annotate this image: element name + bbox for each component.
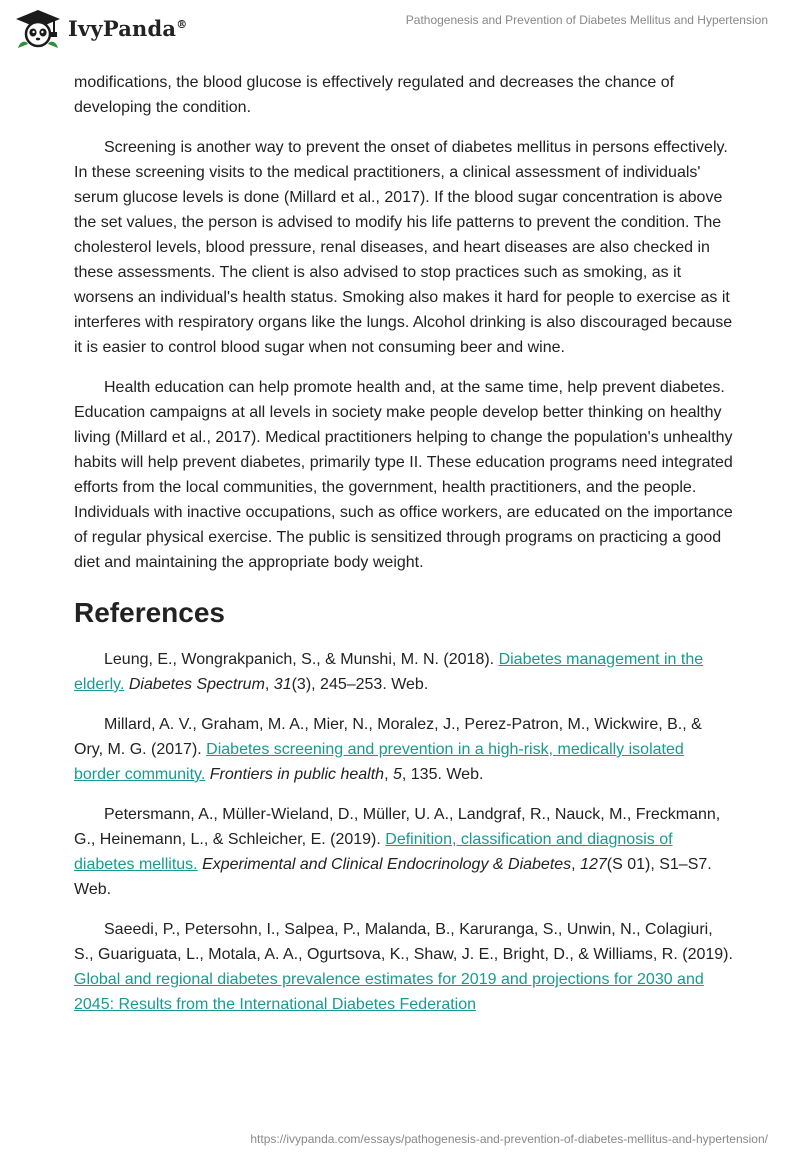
paragraph-3: Health education can help promote health and, at the same time, help prevent diabetes. Education campaigns at all levels in society make people develop better thinking on healthy living (Millard et al., 2017). Medical practitioners helping to change the population's unhealthy habits will help prevent diabetes, primarily type II. These education programs need integrated efforts from the local communities, the government, health practitioners, and the people. Individuals with inactive occupations, such as office workers, are educated on the importance of regular physical exercise. The public is sensitized through programs on practicing a good diet and maintaining the appropriate body weight. [74,379,733,571]
reference-authors: Petersmann, A., Müller-Wieland, D., Müller, U. A., Landgraf, R., Nauck, M., Freckmann, G., Heinemann, L., & Schleicher, E. (2019). [74,806,721,848]
ivypanda-logo[interactable] [14,8,187,48]
page-header [0,0,800,60]
reference-tail: , 135. Web. [401,766,484,783]
reference-journal: Experimental and Clinical Endocrinology & Diabetes [202,856,572,873]
reference-authors: Saeedi, P., Petersohn, I., Salpea, P., Malanda, B., Karuranga, S., Unwin, N., Colagiuri, S., Guariguata, L., Motala, A. A., Ogurtsova, K., Shaw, J. E., Bright, D., & Williams, R. (2019). [74,921,733,963]
reference-tail: (3), 245–253. Web. [291,676,429,693]
paragraph-2: Screening is another way to prevent the onset of diabetes mellitus in persons effectively. In these screening visits to the medical practitioners, a clinical assessment of individuals' serum glucose levels is done (Millard et al., 2017). If the blood sugar concentration is above the set values, the person is advised to modify his life patterns to prevent the condition. The cholesterol levels, blood pressure, renal diseases, and heart diseases are also checked in these assessments. The client is also advised to stop practices such as smoking, as it worsens an individual's health status. Smoking also makes it hard for people to exercise as it interferes with respiratory organs like the lungs. Alcohol drinking is also discouraged because it is easier to control blood sugar when not consuming beer and wine. [74,139,733,356]
reference-volume: 31 [273,676,292,693]
reference-link[interactable]: Definition, classification and diagnosis of diabetes mellitus. [74,831,673,873]
logo-wordmark: IvyPanda® [68,15,188,41]
reference-link[interactable]: Diabetes screening and prevention in a high-risk, medically isolated border community. [74,741,684,783]
reference-item: Leung, E., Wongrakpanich, S., & Munshi, M. N. (2018). Diabetes management in the elderly. Diabetes Spectrum, 31(3), 245–253. Web. [74,651,704,693]
running-title: Pathogenesis and Prevention of Diabetes Mellitus and Hypertension [405,13,768,27]
reference-item: Millard, A. V., Graham, M. A., Mier, N., Moralez, J., Perez-Patron, M., Wickwire, B., & Ory, M. G. (2017). Diabetes screening and prevention in a high-risk, medically isolated border community. Frontiers in public health, 5, 135. Web. [74,716,702,783]
reference-item: Petersmann, A., Müller-Wieland, D., Müller, U. A., Landgraf, R., Nauck, M., Freckmann, G., Heinemann, L., & Schleicher, E. (2019). Definition, classification and diagnosis of diabetes mellitus. Experimental and Clinical Endocrinology & Diabetes, 127(S 01), S1–S7. Web. [74,806,721,898]
reference-authors: Millard, A. V., Graham, M. A., Mier, N., Moralez, J., Perez-Patron, M., Wickwire, B., & Ory, M. G. (2017). [74,716,702,758]
panda-grad-cap-icon [14,8,62,48]
reference-item [74,917,734,1017]
reference-volume: 5 [392,766,402,783]
reference-tail: (S 01), S1–S7. Web. [74,856,712,898]
reference-volume: 127 [580,856,607,873]
reference-authors: Leung, E., Wongrakpanich, S., & Munshi, M. N. (2018). [104,651,499,668]
reference-link[interactable]: Diabetes management in the elderly. [74,651,704,693]
paragraph-1: modifications, the blood glucose is effectively regulated and decreases the chance of developing the condition. [74,74,675,116]
reference-journal: Diabetes Spectrum [128,676,265,693]
references-heading: References [74,597,225,628]
reference-link[interactable]: Global and regional diabetes prevalence estimates for 2019 and projections for 2030 and 2045: Results from the International Diabetes Federation [74,971,704,1013]
reference-journal: Frontiers in public health [209,766,385,783]
essay-content [74,70,734,1032]
source-url: https://ivypanda.com/essays/pathogenesis-and-prevention-of-diabetes-mellitus-and-hypertension/ [250,1132,768,1146]
